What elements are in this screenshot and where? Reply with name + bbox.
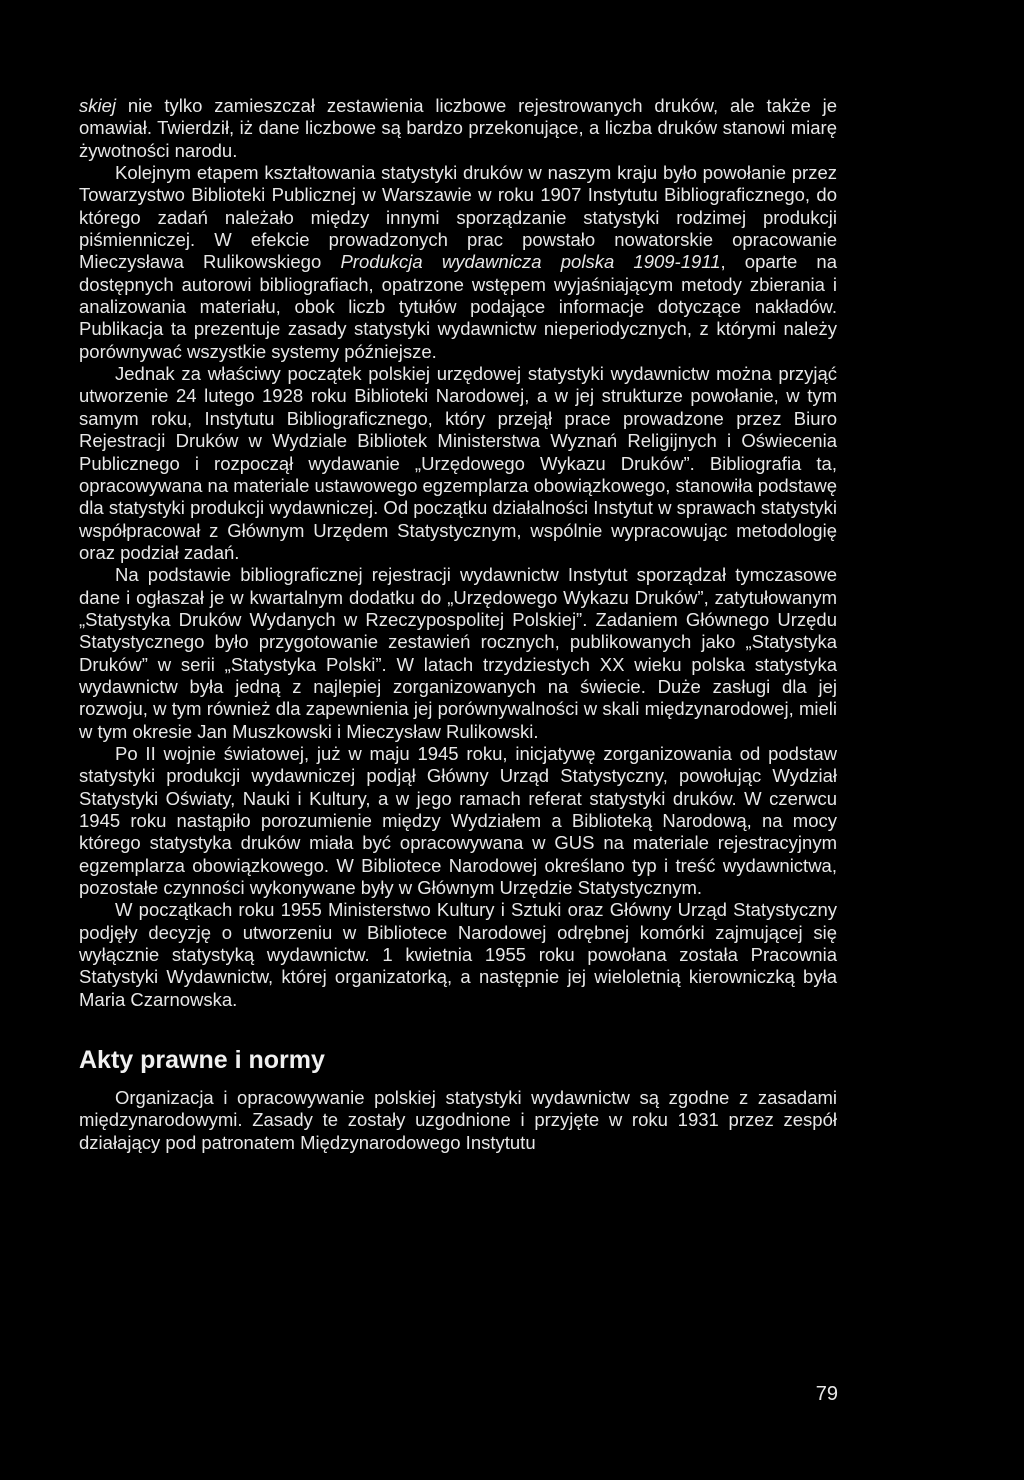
paragraph-2 (79, 162, 837, 363)
paragraph-2-text-a: Kolejnym etapem kształtowania statystyki druków w naszym kraju było powołanie przez Towarzystwo Biblioteki Publicznej w Warszawie w roku 1907 Instytutu Bibliograficznego, do którego zadań należało między innymi sporządzanie statystyki rodzimej produkcji piśmienniczej. W efekcie prowadzonych prac powstało nowatorskie opracowanie Mieczysława Rulikowskiego (79, 162, 837, 273)
page-body (79, 95, 837, 1154)
paragraph-4: Na podstawie bibliograficznej rejestracji wydawnictw Instytut sporządzał tymczasowe dane i ogłaszał je w kwartalnym dodatku do „Urzędowego Wykazu Druków”, zatytułowanym „Statystyka Druków Wydanych w Rzeczypospolitej Polskiej”. Zadaniem Głównego Urzędu Statystycznego było przygotowanie zestawień rocznych, publikowanych jako „Statystyka Druków” w serii „Statystyka Polski”. W latach trzydziestych XX wieku polska statystyka wydawnictw była jedną z najlepiej zorganizowanych na świecie. Duże zasługi dla jej rozwoju, w tym również dla zapewnienia jej porównywalności w skali międzynarodowej, mieli w tym okresie Jan Muszkowski i Mieczysław Rulikowski. (79, 564, 837, 742)
italic-lead-word: skiej (79, 95, 117, 116)
paragraph-3: Jednak za właściwy początek polskiej urzędowej statystyki wydawnictw można przyjąć utworzenie 24 lutego 1928 roku Biblioteki Narodowej, a w jej strukturze powołanie, w tym samym roku, Instytutu Bibliograficznego, który przejął prace prowadzone przez Biuro Rejestracji Druków w Wydziale Bibliotek Ministerstwa Wyznań Religijnych i Oświecenia Publicznego i rozpoczął wydawanie „Urzędowego Wykazu Druków”. Bibliografia ta, opracowywana na materiale ustawowego egzemplarza obowiązkowego, stanowiła podstawę dla statystyki produkcji wydawniczej. Od początku działalności Instytut w sprawach statystyki współpracował z Głównym Urzędem Statystycznym, wspólnie wypracowując metodologię oraz podział zadań. (79, 363, 837, 563)
paragraph-6: W początkach roku 1955 Ministerstwo Kultury i Sztuki oraz Główny Urząd Statystyczny podjęły decyzję o utworzeniu w Bibliotece Narodowej odrębnej komórki zajmującej się wyłącznie statystyką wydawnictw. 1 kwietnia 1955 roku powołana została Pracownia Statystyki Wydawnictw, której organizatorką, a następnie jej wieloletnią kierowniczką była Maria Czarnowska. (79, 899, 837, 1010)
paragraph-1 (79, 95, 837, 162)
book-title: Produkcja wydawnicza polska 1909-1911 (340, 251, 721, 273)
section-paragraph: Organizacja i opracowywanie polskiej statystyki wydawnictw są zgodne z zasadami międzynarodowymi. Zasady te zostały uzgodnione i przyjęte w roku 1931 przez zespół działający pod patronatem Międzynarodowego Instytutu (79, 1087, 837, 1153)
paragraph-2-text-b: , oparte na dostępnych autorowi bibliografiach, opatrzone wstępem wyjaśniającym metody zbierania i analizowania materiału, obok liczb tytułów podające informacje dotyczące nakładów. Publikacja ta prezentuje zasady statystyki wydawnictw nieperiodycznych, z którymi należy porównywać wszystkie systemy późniejsze. (79, 251, 837, 362)
section-heading: Akty prawne i normy (79, 1046, 325, 1075)
paragraph-1-text: nie tylko zamieszczał zestawienia liczbowe rejestrowanych druków, ale także je omawiał. Twierdził, iż dane liczbowe są bardzo przekonujące, a liczba druków stanowi miarę żywotności narodu. (79, 95, 837, 161)
page-number: 79 (815, 1383, 838, 1405)
paragraph-5: Po II wojnie światowej, już w maju 1945 roku, inicjatywę zorganizowania od podstaw statystyki produkcji wydawniczej podjął Główny Urząd Statystyczny, powołując Wydział Statystyki Oświaty, Nauki i Kultury, a w jego ramach referat statystyki druków. W czerwcu 1945 roku nastąpiło porozumienie między Wydziałem a Biblioteką Narodową, na mocy którego statystyka druków miała być opracowywana w GUS na materiale rejestracyjnym egzemplarza obowiązkowego. W Bibliotece Narodowej określano typ i treść wydawnictwa, pozostałe czynności wykonywane były w Głównym Urzędzie Statystycznym. (79, 742, 837, 899)
